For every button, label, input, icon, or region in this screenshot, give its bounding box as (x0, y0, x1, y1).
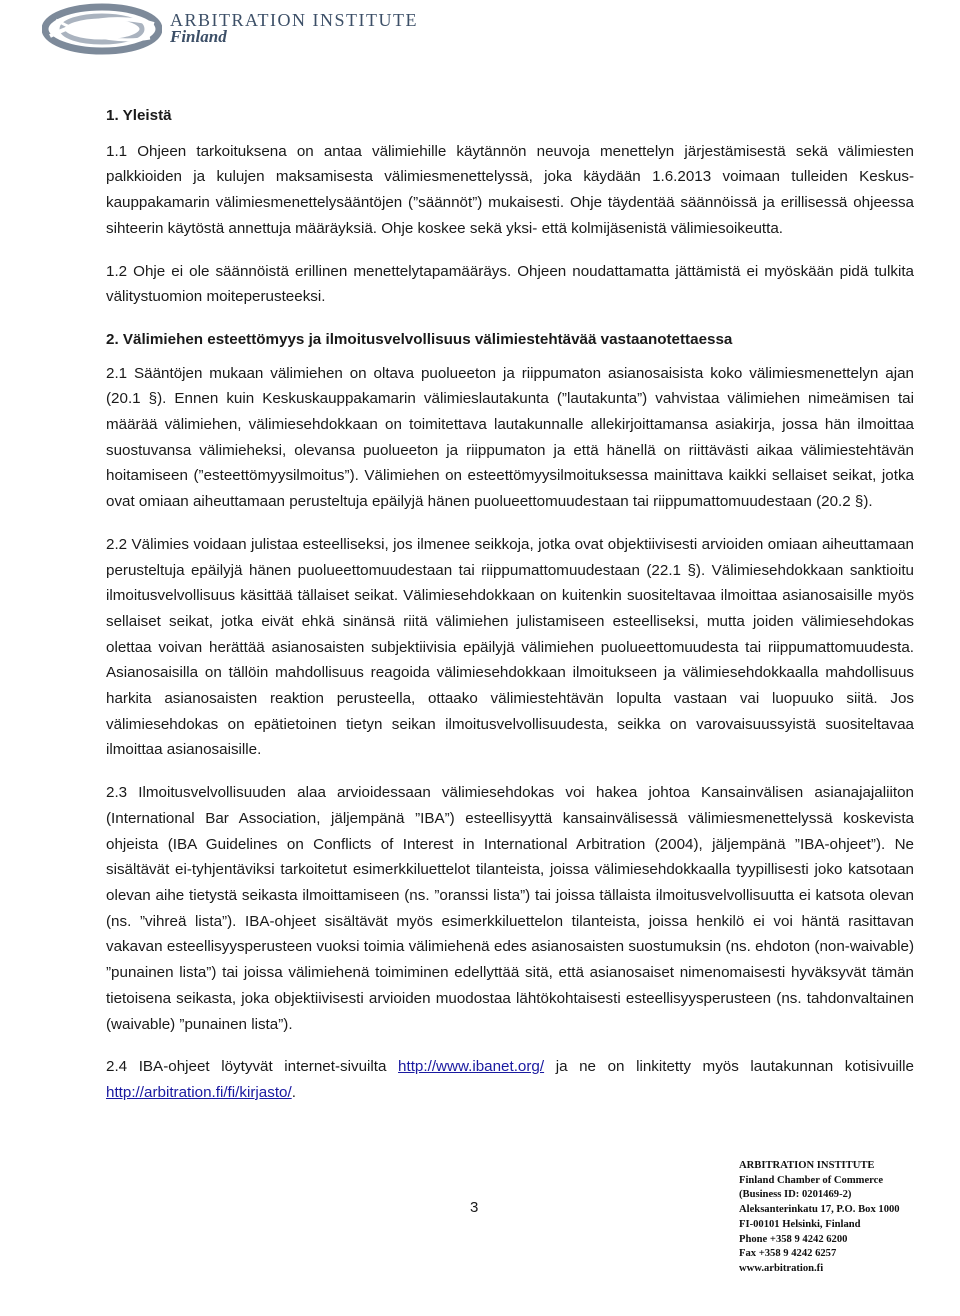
page-header (42, 0, 462, 58)
paragraph-2-4-text: 2.4 IBA-ohjeet löytyvät internet-sivuilta (106, 1058, 399, 1076)
arbitration-library-link[interactable]: http://arbitration.fi/fi/kirjasto/ (106, 1083, 292, 1101)
footer-line-1: ARBITRATION INSTITUTE (739, 1160, 875, 1171)
footer-line-7: Fax +358 9 4242 6257 (739, 1248, 837, 1260)
footer-line-8: www.arbitration.fi (739, 1262, 824, 1274)
paragraph-2-4-end: . (291, 1083, 296, 1101)
footer-line-6: Phone +358 9 4242 6200 (739, 1233, 848, 1245)
header-org-name: ARBITRATION INSTITUTE (170, 10, 418, 30)
paragraph-2-1: 2.1 Sääntöjen mukaan välimiehen on oltava puolueeton ja riippumaton asianosaisista koko välimiesmenettelyn ajan (20.1 §). Ennen kuin Keskuskauppakamarin välimieslautakunta (”lautakunta”) vahvistaa välimiehen nimeämisen tai määrää välimiehen, välimiesehdokkaan on toimitettava lautakunnalle allekirjoittamansa asiakirja, jossa hän ilmoittaa suostuvansa välimieheksi, olevansa puolueeton ja riippumaton ja että hänellä on riittävästi aikaa välimiestehtävän hoitamiseen (”esteettömyysilmoitus”). Välimiehen on esteettömyysilmoituksessa mainittava kaikki sellaiset seikat, jotka ovat omiaan aiheuttamaan perusteltuja epäilyjä hänen puolueettomuudestaan tai riippumattomuudestaan (20.2 §). (106, 364, 914, 511)
institute-logo-icon (42, 2, 162, 56)
paragraph-1-1: 1.1 Ohjeen tarkoituksena on antaa välimiehille käytännön neuvoja menettelyn järjestämisestä sekä välimiesten palkkioiden ja kulujen maksamisesta välimiesmenettelyssä, joka käydään 1.6.2013 voimaan tulleiden Keskuskauppakamarin välimiesmenettelysääntöjen (”säännöt”) mukaisesti. Ohje täydentää säännöissä ja erillisessä ohjeessa sihteerin käytöstä annettuja määräyksiä. Ohje koskee sekä yksi- että kolmijäsenistä välimiesoikeutta. (106, 142, 914, 237)
footer-address-block (739, 1159, 900, 1277)
footer-line-4: Aleksanterinkatu 17, P.O. Box 1000 (739, 1204, 900, 1216)
footer-line-2: Finland Chamber of Commerce (739, 1174, 884, 1186)
paragraph-2-4-mid: ja ne on linkitetty myös lautakunnan kotisivuille (544, 1058, 914, 1076)
section-2-heading: 2. Välimiehen esteettömyys ja ilmoitusvelvollisuus välimiestehtävää vastaanotettaessa (106, 330, 733, 348)
ibanet-link[interactable]: http://www.ibanet.org/ (398, 1058, 545, 1076)
document-body (106, 103, 914, 1106)
paragraph-1-2: 1.2 Ohje ei ole säännöistä erillinen menettelytapamääräys. Ohjeen noudattamatta jättämistä ei myöskään pidä tulkita välitystuomion moiteperusteeksi. (106, 262, 914, 306)
paragraph-2-2: 2.2 Välimies voidaan julistaa esteelliseksi, jos ilmenee seikkoja, jotka ovat objektiivisesti arvioiden omiaan aiheuttamaan perusteltuja epäilyjä hänen puolueettomuudestaan tai riippumattomuudestaan (22.1 §). Välimiesehdokkaan sanktioitu ilmoitusvelvollisuus käsittää tällaiset seikat. Välimiesehdokkaan on kuitenkin suositeltavaa ilmoittaa asianosaisille myös sellaiset seikat, jotka eivät ehkä sinänsä riitä välimiehen julistamiseen esteelliseksi, mutta joiden välimiesehdokas olettaa voivan herättää asianosaisten subjektiivisia epäilyjä välimiehen puolueettomuudesta tai riippumattomuudesta. Asianosaisilla on tällöin mahdollisuus reagoida välimiesehdokkaan ilmoitukseen ja välimiesehdokkaalla mahdollisuus harkita asianosaisten reaktion perusteella, ottaako välimiestehtävän lopulta vastaan vai luopuuko siitä. Jos välimiesehdokas on epätietoinen tietyn seikan ilmoitusvelvollisuudesta, seikka on varovaisuussyistä suositeltavaa ilmoittaa asianosaisille. (106, 535, 914, 759)
footer-line-3: (Business ID: 0201469-2) (739, 1189, 852, 1201)
footer-line-5: FI-00101 Helsinki, Finland (739, 1218, 861, 1230)
header-org-sub: Finland (170, 27, 227, 46)
paragraph-2-3: 2.3 Ilmoitusvelvollisuuden alaa arvioidessaan välimiesehdokas voi hakea johtoa Kansainvälisen asianajajaliiton (International Bar Association, jäljempänä ”IBA”) esteellisyyttä kansainvälisessä välimiesmenettelyssä koskevista ohjeista (IBA Guidelines on Conflicts of Interest in International Arbitration (2004), jäljempänä ”IBA-ohjeet”). Ne sisältävät ei-tyhjentäviksi tarkoitetut esimerkkiluettelot tilanteista, joissa välimiesehdokkaalla tyypillisesti joko katsotaan olevan aihe tietystä seikasta ilmoittamiseen (ns. ”oranssi lista”) tai joissa tällaista ilmoitusvelvollisuutta ei katsota olevan (ns. ”vihreä lista”). IBA-ohjeet sisältävät myös esimerkkiluettelon tilanteista, joissa henkilö ei voi häntä rasittavan vakavan esteellisyysperusteen vuoksi toimia välimiehenä edes asianosaisten suostumuksin (ns. ehdoton (non-waivable) ”punainen lista”) tai joissa välimiehenä toimiminen edellyttää sitä, että asianosaiset nimenomaisesti hyväksyvät tämän tietoisena seikasta, joka objektiivisesti arvioiden muodostaa lähtökohtaisesti esteellisyysperusteen (ns. tahdonvaltainen (waivable) ”punainen lista”). (106, 784, 914, 1033)
paragraph-2-4 (106, 1054, 914, 1105)
page-number: 3 (470, 1199, 479, 1216)
section-1-heading: 1. Yleistä (106, 107, 172, 124)
